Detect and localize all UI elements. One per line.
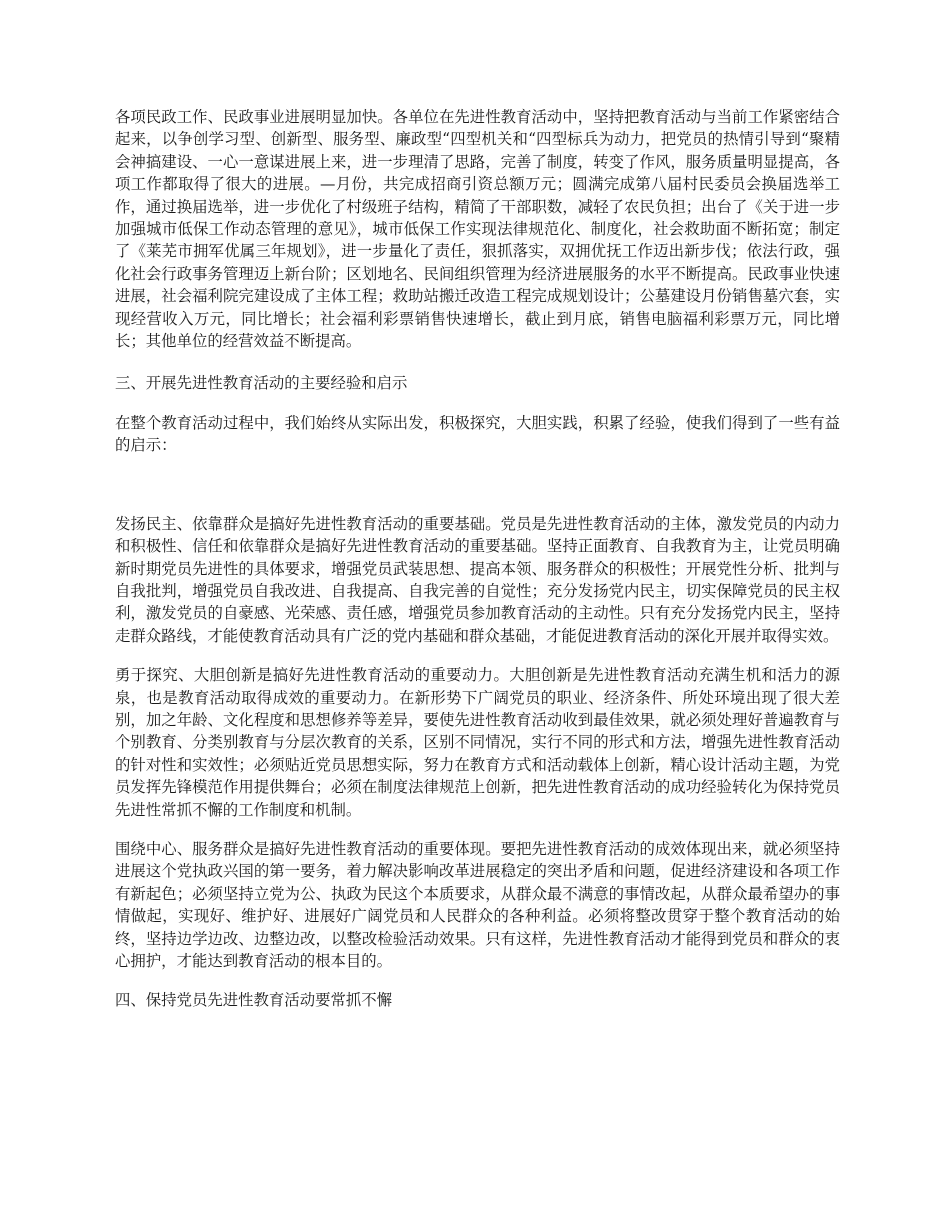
section-heading-four: 四、保持党员先进性教育活动要常抓不懈 bbox=[115, 991, 393, 1010]
section-heading-three: 三、开展先进性教育活动的主要经验和启示 bbox=[115, 374, 408, 393]
paragraph-innovation: 勇于探究、大胆创新是搞好先进性教育活动的重要动力。大胆创新是先进性教育活动充满生机和活力的源泉，也是教育活动取得成效的重要动力。在新形势下广阔党员的职业、经济条件、所处环境出现了很大差别，加之年龄、文化程度和思想修养等差异，要使先进性教育活动收到最佳效果，就必须处理好普遍教育与个别教育、分类别教育与分层次教育的关系，区别不同情况，实行不同的形式和方法，增强先进性教育活动的针对性和实效性；必须贴近党员思想实际，努力在教育方式和活动载体上创新，精心设计活动主题，为党员发挥先锋模范作用提供舞台；必须在制度法律规范上创新，把先进性教育活动的成功经验转化为保持党员先进性常抓不懈的工作制度和机制。 bbox=[115, 666, 840, 819]
paragraph-intro-lessons: 在整个教育活动过程中，我们始终从实际出发，积极探究，大胆实践，积累了经验，使我们得到了一些有益的启示： bbox=[115, 413, 840, 455]
paragraph-civil-affairs-progress: 各项民政工作、民政事业进展明显加快。各单位在先进性教育活动中，坚持把教育活动与当前工作紧密结合起来，以争创学习型、创新型、服务型、廉政型“四型机关和“四型标兵为动力，把党员的热情引导到“聚精会神搞建设、一心一意谋进展上来，进一步理清了思路，完善了制度，转变了作风，服务质量明显提高，各项工作都取得了很大的进展。—月份，共完成招商引资总额万元；圆满完成第八届村民委员会换届选举工作，通过换届选举，进一步优化了村级班子结构，精简了干部职数，减轻了农民负担；出台了《关于进一步加强城市低保工作动态管理的意见》，城市低保工作实现法律规范化、制度化，社会救助面不断拓宽；制定了《莱芜市拥军优属三年规划》，进一步量化了责任，狠抓落实，双拥优抚工作迈出新步伐；依法行政，强化社会行政事务管理迈上新台阶；区划地名、民间组织管理为经济进展服务的水平不断提高。民政事业快速进展，社会福利院完建设成了主体工程；救助站搬迁改造工程完成规划设计；公墓建设月份销售墓穴套，实现经营收入万元，同比增长；社会福利彩票销售快速增长，截止到月底，销售电脑福利彩票万元，同比增长；其他单位的经营效益不断提高。 bbox=[115, 108, 840, 351]
document-body bbox=[115, 106, 840, 1012]
paragraph-serve-masses: 围绕中心、服务群众是搞好先进性教育活动的重要体现。要把先进性教育活动的成效体现出来，就必须坚持进展这个党执政兴国的第一要务，着力解决影响改革进展稳定的突出矛盾和问题，促进经济建设和各项工作有新起色；必须坚持立党为公、执政为民这个本质要求，从群众最不满意的事情改起，从群众最希望办的事情做起，实现好、维护好、进展好广阔党员和人民群众的各种利益。必须将整改贯穿于整个教育活动的始终，坚持边学边改、边整边改，以整改检验活动效果。只有这样，先进性教育活动才能得到党员和群众的衷心拥护，才能达到教育活动的根本目的。 bbox=[115, 839, 840, 970]
paragraph-democracy: 发扬民主、依靠群众是搞好先进性教育活动的重要基础。党员是先进性教育活动的主体，激发党员的内动力和积极性、信任和依靠群众是搞好先进性教育活动的重要基础。坚持正面教育、自我教育为主，让党员明确新时期党员先进性的具体要求，增强党员武装思想、提高本领、服务群众的积极性；开展党性分析、批判与自我批判，增强党员自我改进、自我提高、自我完善的自觉性；充分发扬党内民主，切实保障党员的民主权利，激发党员的自豪感、光荣感、责任感，增强党员参加教育活动的主动性。只有充分发扬党内民主，坚持走群众路线，才能使教育活动具有广泛的党内基础和群众基础，才能促进教育活动的深化开展并取得实效。 bbox=[115, 514, 840, 645]
